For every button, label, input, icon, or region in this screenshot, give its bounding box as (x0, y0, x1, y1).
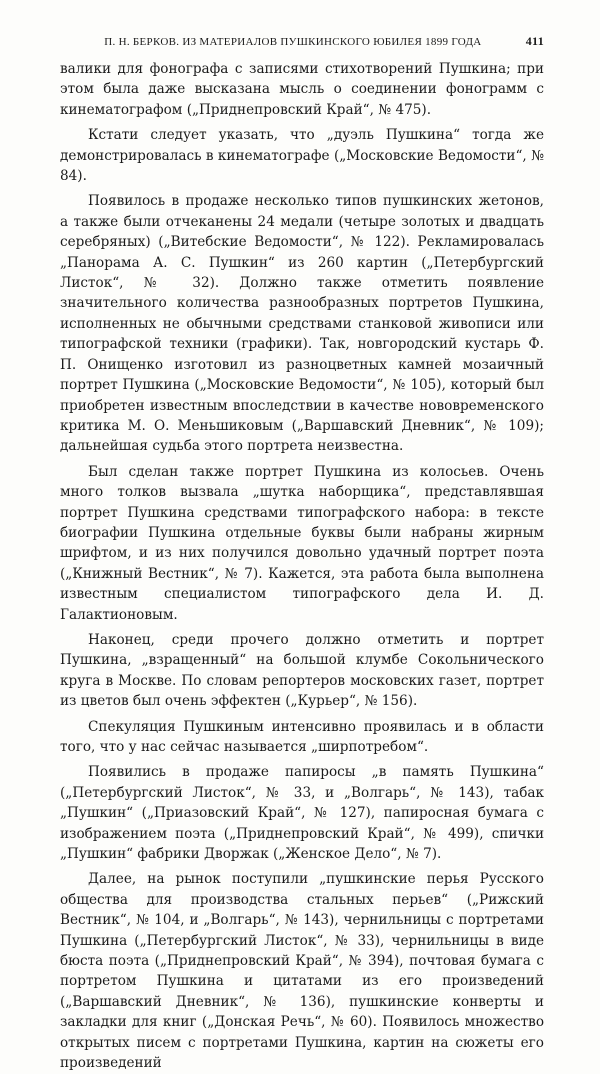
paragraph: Наконец, среди прочего должно отметить и портрет Пушкина, „взращенный“ на большой клумбе Сокольнического круга в Москве. По словам репортеров московских газет, портрет из цветов был очень эффектен („Курьер“, № 156). (60, 631, 544, 710)
paragraph: Кстати следует указать, что „дуэль Пушкина“ тогда же демонстрировалась в кинематографе („Московские Ведомости“, № 84). (60, 127, 544, 185)
paragraph: Далее, на рынок поступили „пушкинские перья Русского общества для производства стальных перьев“ („Рижский Вестник“, № 104, и „Волгарь“, № 143), чернильницы с портретами Пушкина („Петербургский Листок“, № 33), чернильницы в виде бюста поэта („Приднепровский Край“, № 394), почтовая бумага с портретом Пушкина и цитатами из его произведений („Варшавский Дневник“, № 136), пушкинские конверты и закладки для книг („Донская Речь“, № 60). Появилось множество открытых писем с портретами Пушкина, картин на сюжеты его произведений (60, 871, 544, 1072)
page-number: 411 (525, 34, 544, 48)
page-body (60, 59, 544, 1074)
paragraph: валики для фонографа с записями стихотворений Пушкина; при этом была даже высказана мысль о соединении фонограмм с кинематографом („Приднепровский Край“, № 475). (60, 61, 544, 118)
paragraph: Появилось в продаже несколько типов пушкинских жетонов, а также были отчеканены 24 медали (четыре золотых и двадцать серебряных) („Витебские Ведомости“, № 122). Рекламировалась „Панорама А. С. Пушкин“ из 260 картин („Петербургский Листок“, № 32). Должно также отметить появление значительного количества разнообразных портретов Пушкина, исполненных не обычными средствами станковой живописи или типографской техники (графики). Так, новгородский кустарь Ф. П. Онищенко изготовил из разноцветных камней мозаичный портрет Пушкина („Московские Ведомости“, № 105), который был приобретен известным впоследствии в качестве нововременского критика М. О. Меньшиковым („Варшавский Дневник“, № 109); дальнейшая судьба этого портрета неизвестна. (60, 193, 544, 455)
paragraph: Спекуляция Пушкиным интенсивно проявилась и в области того, что у нас сейчас называется „ширпотребом“. (60, 718, 544, 755)
paragraph: Появились в продаже папиросы „в память Пушкина“ („Петербургский Листок“, № 33, и „Волгарь“, № 143), табак „Пушкин“ („Приазовский Край“, № 127), папиросная бумага с изображением поэта („Приднепровский Край“, № 499), спички „Пушкин“ фабрики Дворжак („Женское Дело“, № 7). (60, 764, 544, 863)
running-title: П. Н. БЕРКОВ. ИЗ МАТЕРИАЛОВ ПУШКИНСКОГО ЮБИЛЕЯ 1899 ГОДА (104, 36, 482, 48)
paragraph: Был сделан также портрет Пушкина из колосьев. Очень много толков вызвала „шутка наборщика“, представлявшая портрет Пушкина средствами типографского набора: в тексте биографии Пушкина отдельные буквы были набраны жирным шрифтом, и из них получился довольно удачный портрет поэта („Книжный Вестник“, № 7). Кажется, эта работа была выполнена известным специалистом типографского дела И. Д. Галактионовым. (60, 463, 544, 623)
page-header (60, 34, 544, 49)
